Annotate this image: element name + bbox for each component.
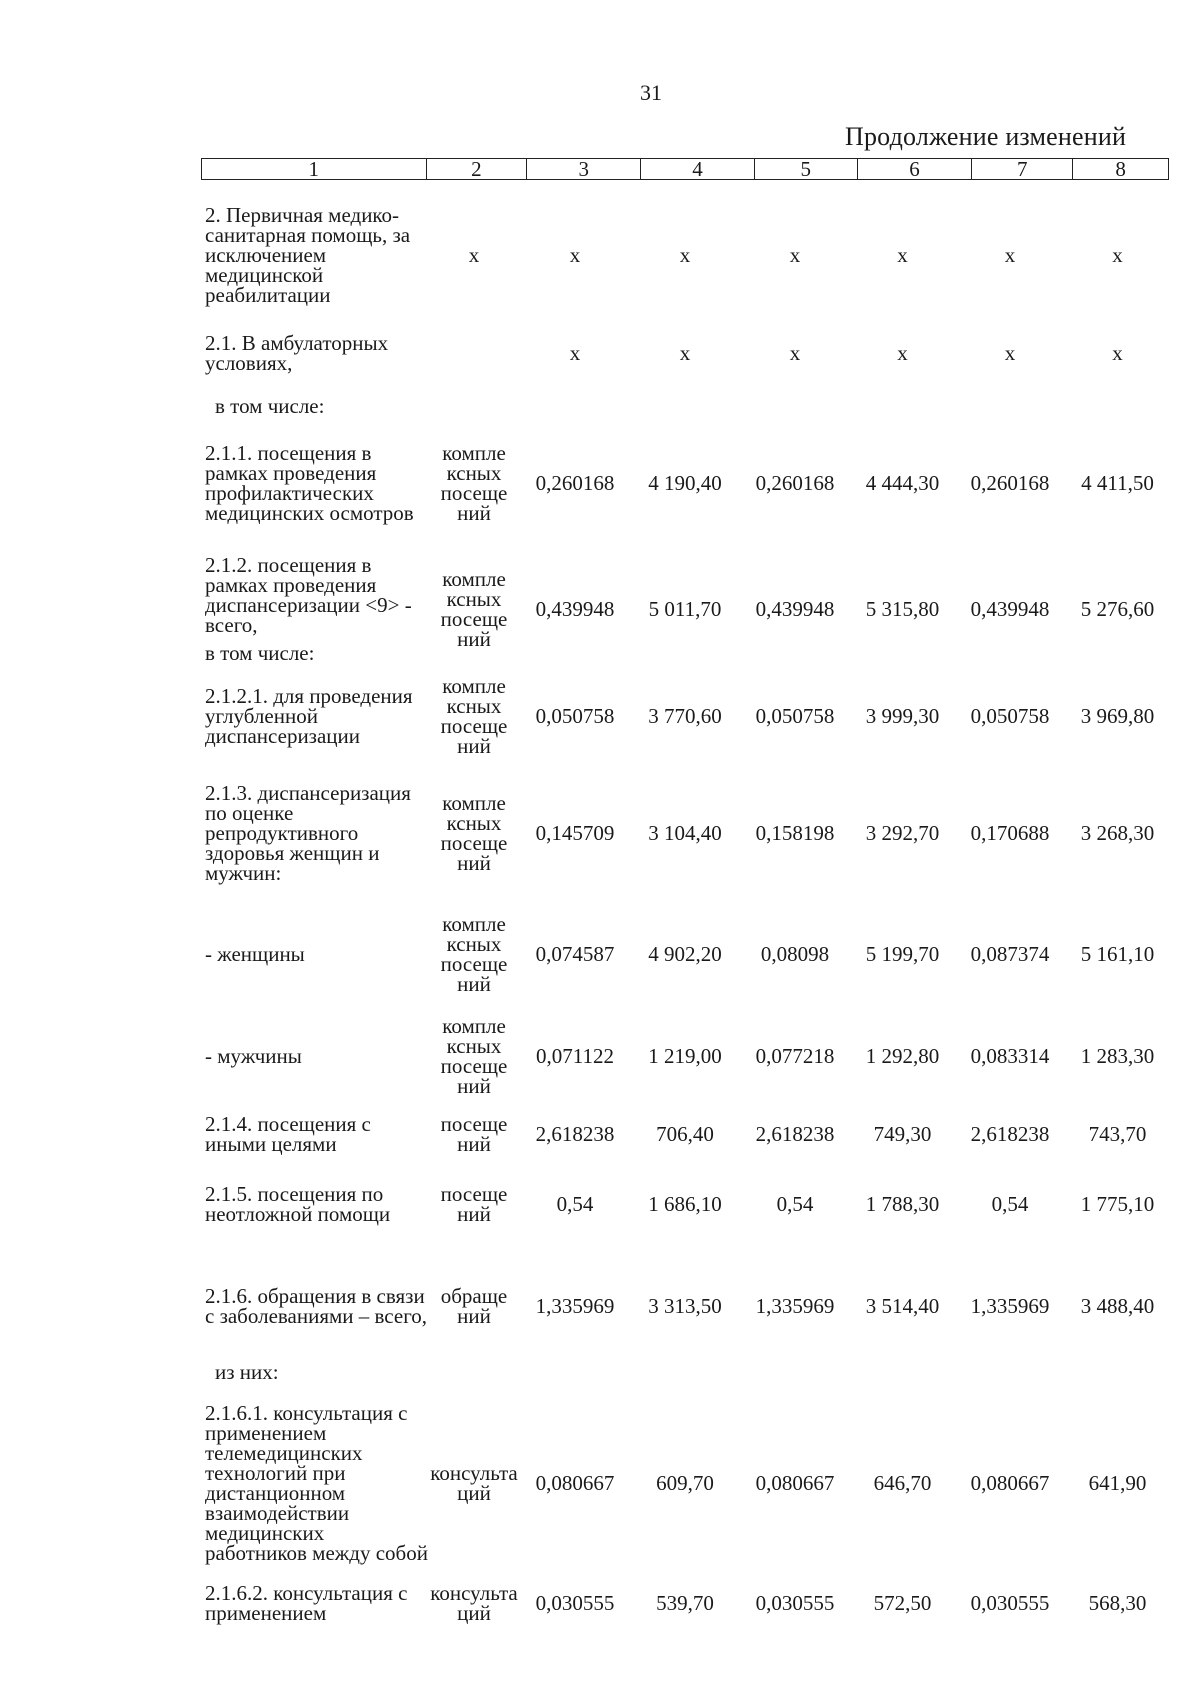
row-value-col4: 3 313,50 <box>648 1294 722 1318</box>
table-row <box>205 768 1170 898</box>
row-value-col3: 0,145709 <box>535 821 615 845</box>
row-value-col8: 3 969,80 <box>1080 704 1155 728</box>
row-value-col3: 2,618238 <box>535 1122 615 1146</box>
row-value-col4: 609,70 <box>656 1471 714 1495</box>
continuation-title: Продолжение изменений <box>845 122 1127 151</box>
header-cell-7: 7 <box>972 159 1073 179</box>
row-value-col6: x <box>897 341 908 365</box>
row-label-text: 2.1.2. посещения в рамках проведения диспансеризации <9> - всего, <box>205 553 412 637</box>
row-value-col3: 0,050758 <box>535 704 615 728</box>
row-value-col5: 1,335969 <box>755 1294 835 1318</box>
table-row <box>205 194 1170 316</box>
row-value-col7: 0,260168 <box>970 471 1050 495</box>
row-label <box>205 1184 428 1224</box>
row-value-col8: 568,30 <box>1088 1591 1147 1615</box>
row-label-text: - мужчины <box>205 1044 302 1068</box>
row-unit: x <box>468 243 480 267</box>
row-value-col3: x <box>569 243 581 267</box>
row-value-col3: x <box>569 341 581 365</box>
row-value-col6: 4 444,30 <box>865 471 940 495</box>
row-value-col3: 0,260168 <box>535 471 615 495</box>
row-value-col6: 1 788,30 <box>865 1192 940 1216</box>
row-label-text: 2.1.5. посещения по неотложной помощи <box>205 1182 391 1226</box>
row-value-col5: 0,54 <box>776 1192 814 1216</box>
row-value-col4: x <box>679 243 691 267</box>
row-label-text: 2.1.6.2. консультация с применением <box>205 1581 408 1625</box>
table-row <box>205 554 1170 664</box>
row-unit: компле ксных посеще ний <box>440 674 508 758</box>
row-label-text: 2.1.4. посещения с иными целями <box>205 1112 371 1156</box>
subheading: из них: <box>215 1360 279 1384</box>
row-value-col7: x <box>1004 341 1016 365</box>
row-value-col4: 706,40 <box>656 1122 714 1146</box>
row-value-col5: 0,077218 <box>755 1044 835 1068</box>
row-value-col5: 2,618238 <box>755 1122 835 1146</box>
row-label-text: 2.1.1. посещения в рамках проведения профилактических медицинских осмотров <box>205 441 414 525</box>
row-unit: компле ксных посеще ний <box>440 567 508 651</box>
row-value-col8: 4 411,50 <box>1081 471 1154 495</box>
row-value-col6: x <box>897 243 908 267</box>
row-value-col7: 1,335969 <box>970 1294 1050 1318</box>
row-value-col5: 0,260168 <box>755 471 835 495</box>
row-value-col4: 3 104,40 <box>648 821 722 845</box>
row-value-col6: 3 292,70 <box>865 821 940 845</box>
row-value-col7: 2,618238 <box>970 1122 1050 1146</box>
row-value-col8: 743,70 <box>1088 1122 1147 1146</box>
row-value-col8: 3 268,30 <box>1080 821 1155 845</box>
row-value-col5: x <box>789 341 801 365</box>
row-value-col6: 646,70 <box>873 1471 932 1495</box>
row-value-col7: 0,083314 <box>970 1044 1050 1068</box>
row-value-col7: 0,087374 <box>970 942 1050 966</box>
row-label <box>205 443 428 523</box>
row-label <box>205 1583 428 1623</box>
row-label-text: 2. Первичная медико-санитарная помощь, за исключением медицинской реабилитации <box>205 203 411 307</box>
row-value-col8: 641,90 <box>1088 1471 1147 1495</box>
row-value-col4: 4 190,40 <box>648 471 722 495</box>
table-row <box>205 316 1170 390</box>
row-value-col6: 5 315,80 <box>865 597 940 621</box>
row-value-col4: 5 011,70 <box>648 597 722 621</box>
row-value-col4: 4 902,20 <box>648 942 722 966</box>
table-row <box>205 668 1170 764</box>
row-value-col3: 0,080667 <box>535 1471 615 1495</box>
table-row <box>205 1170 1170 1238</box>
table-body <box>205 190 1170 1630</box>
header-cell-3: 3 <box>527 159 641 179</box>
row-unit: посеще ний <box>440 1112 508 1156</box>
row-label-text: 2.1.6.1. консультация с применением телемедицинских технологий при дистанционном взаимодействии медицинских работников между собой <box>205 1401 428 1565</box>
row-value-col7: 0,050758 <box>970 704 1050 728</box>
row-value-col5: 0,080667 <box>755 1471 835 1495</box>
row-label-text: 2.1.6. обращения в связи с заболеваниями – всего, <box>205 1284 428 1328</box>
row-value-col5: 0,158198 <box>755 821 835 845</box>
page-number: 31 <box>640 80 662 105</box>
row-value-col5: 0,030555 <box>755 1591 835 1615</box>
row-value-col7: 0,080667 <box>970 1471 1050 1495</box>
subheading: в том числе: <box>215 394 325 418</box>
row-value-col6: 3 999,30 <box>865 704 940 728</box>
header-cell-6: 6 <box>858 159 973 179</box>
row-value-col6: 3 514,40 <box>865 1294 940 1318</box>
row-label <box>205 1286 428 1326</box>
header-cell-8: 8 <box>1115 157 1126 181</box>
header-cell-4: 4 <box>641 159 755 179</box>
row-value-col5: 0,050758 <box>755 704 835 728</box>
row-label <box>205 555 428 663</box>
row-value-col4: 1 686,10 <box>648 1192 722 1216</box>
table-row <box>205 1256 1170 1356</box>
row-value-col7: x <box>1004 243 1016 267</box>
row-value-col8: 3 488,40 <box>1080 1294 1155 1318</box>
row-value-col6: 5 199,70 <box>865 942 940 966</box>
row-label-text: - женщины <box>205 942 305 966</box>
row-value-col6: 572,50 <box>873 1591 932 1615</box>
row-unit: обраще ний <box>440 1284 508 1328</box>
header-cell-5: 5 <box>755 159 858 179</box>
row-value-col3: 0,071122 <box>536 1044 614 1068</box>
row-label <box>205 944 428 964</box>
table-row <box>205 1576 1170 1630</box>
header-cell-2: 2 <box>427 159 528 179</box>
row-value-col5: 0,08098 <box>760 942 830 966</box>
row-value-col8: x <box>1112 243 1123 267</box>
row-value-col8: x <box>1112 341 1123 365</box>
row-value-col8: 1 775,10 <box>1080 1192 1155 1216</box>
row-label-text: 2.1. В амбулаторных условиях, <box>205 331 389 375</box>
row-value-col7: 0,439948 <box>970 597 1050 621</box>
row-label <box>205 1046 428 1066</box>
row-unit: компле ксных посеще ний <box>440 912 508 996</box>
table-row <box>205 1010 1170 1102</box>
row-value-col3: 0,074587 <box>535 942 615 966</box>
row-label <box>205 1114 428 1154</box>
row-value-col3: 1,335969 <box>535 1294 615 1318</box>
row-label <box>205 1403 428 1563</box>
row-value-col4: 1 219,00 <box>648 1044 722 1068</box>
table-row <box>205 422 1170 544</box>
row-label-text: 2.1.2.1. для проведения углубленной диспансеризации <box>205 684 413 748</box>
row-value-col8: 5 276,60 <box>1080 597 1155 621</box>
row-value-col7: 0,170688 <box>970 821 1050 845</box>
row-value-col8: 5 161,10 <box>1080 942 1155 966</box>
table-row <box>205 908 1170 1000</box>
row-value-col6: 1 292,80 <box>865 1044 940 1068</box>
table-header <box>201 158 1169 180</box>
row-value-col8: 1 283,30 <box>1080 1044 1155 1068</box>
row-label-text: 2.1.3. диспансеризация по оценке репродуктивного здоровья женщин и мужчин: <box>205 781 411 885</box>
row-value-col4: x <box>679 341 691 365</box>
row-unit: компле ксных посеще ний <box>440 441 508 525</box>
row-label <box>205 205 428 305</box>
row-label <box>205 686 428 746</box>
row-unit: компле ксных посеще ний <box>440 1014 508 1098</box>
row-label <box>205 333 428 373</box>
row-value-col6: 749,30 <box>873 1122 932 1146</box>
row-value-col5: 0,439948 <box>755 597 835 621</box>
row-value-col7: 0,54 <box>991 1192 1029 1216</box>
row-value-col5: x <box>789 243 801 267</box>
row-unit: посеще ний <box>440 1182 508 1226</box>
row-unit: консульта ций <box>430 1461 518 1505</box>
table-row <box>205 1390 1170 1576</box>
row-unit: компле ксных посеще ний <box>440 791 508 875</box>
row-value-col7: 0,030555 <box>970 1591 1050 1615</box>
row-label-extra: в том числе: <box>205 641 315 665</box>
row-unit: консульта ций <box>430 1581 518 1625</box>
row-label <box>205 783 428 883</box>
row-value-col3: 0,54 <box>556 1192 594 1216</box>
row-value-col4: 3 770,60 <box>648 704 722 728</box>
row-value-col4: 539,70 <box>656 1591 714 1615</box>
table-row <box>205 1110 1170 1158</box>
row-value-col3: 0,439948 <box>535 597 615 621</box>
header-cell-1: 1 <box>202 159 427 179</box>
row-value-col3: 0,030555 <box>535 1591 615 1615</box>
